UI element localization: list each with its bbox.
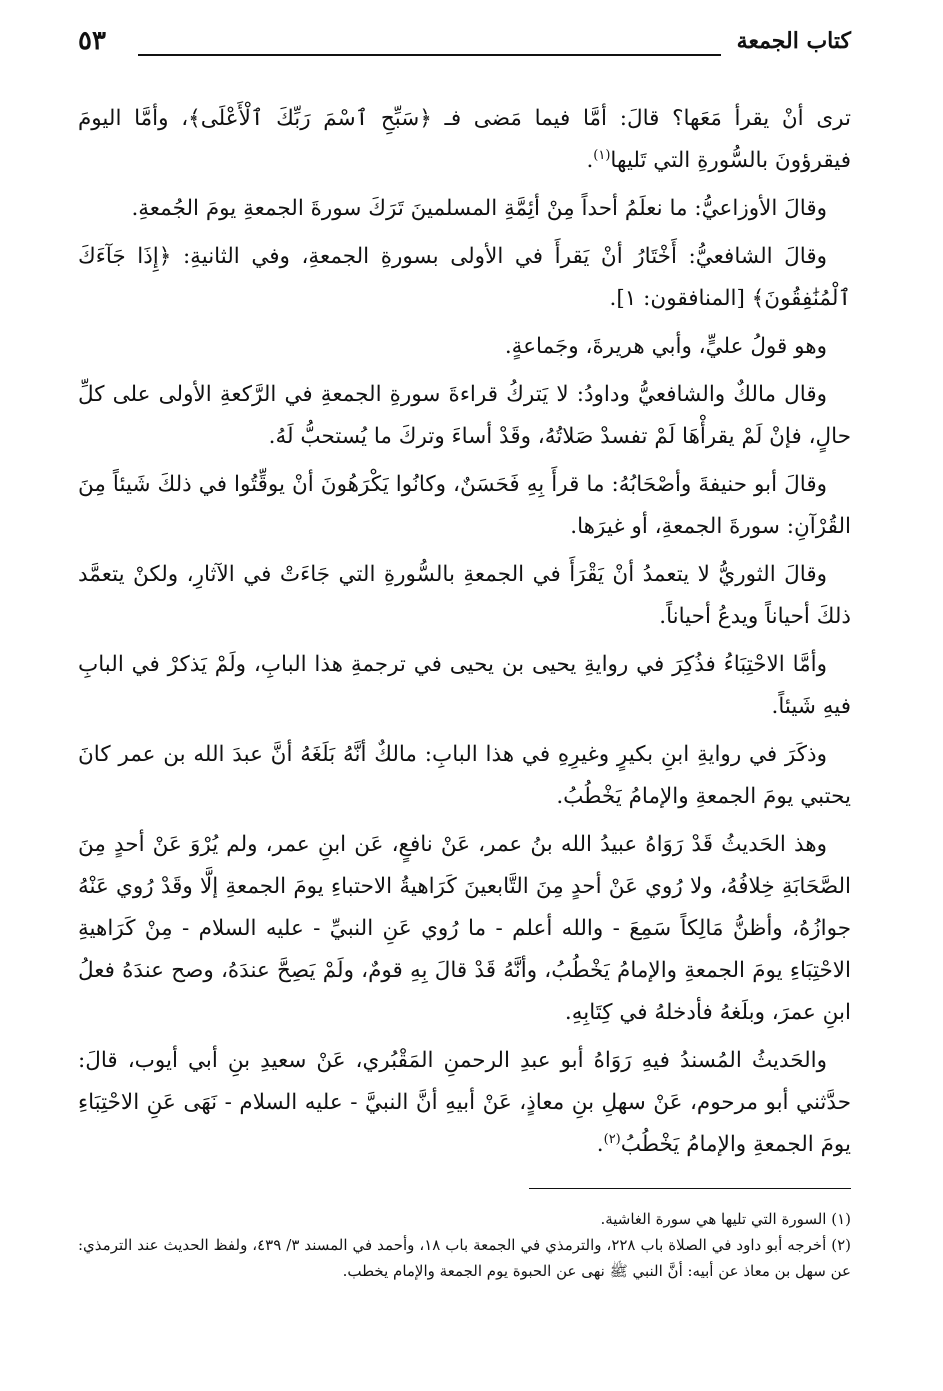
footnotes <box>78 1206 851 1284</box>
paragraph: وذكَرَ في روايةِ ابنِ بكيرٍ وغيرِهِ في هذا البابِ: مالكٌ أنَّهُ بَلَغَهُ أنَّ عبدَ الله بن عمر كانَ يحتبي يومَ الجمعةِ والإمامُ يَخْطُبُ. <box>78 742 851 809</box>
paragraph: وهذ الحَديثُ قَدْ رَوَاهُ عبيدُ الله بنُ عمر، عَنْ نافعٍ، عَن ابنِ عمر، ولم يُرْوَ عَنْ أحدٍ مِنَ الصَّحَابَةِ خِلافُهُ، ولا رُوي عَنْ أحدٍ مِنَ التَّابعينَ كَرَاهيةُ الاحتباءِ يومَ الجمعةِ إلَّا وقَدْ رُوي عَنْهُ جوازُهُ، وأظنُّ مَالِكاً سَمِعَ - والله أعلم - ما رُوي عَنِ النبيِّ - عليه السلام - مِنْ كَرَاهيةِ الاحْتِبَاءِ يومَ الجمعةِ والإمامُ يَخْطُبُ، وأنَّهُ قَدْ قالَ بِهِ قومٌ، ولَمْ يَصِحَّ عندَهُ، وصح عندَهُ فعلُ ابنِ عمرَ، وبلَغهُ فأدخلهُ في كِتَابِهِ. <box>78 832 851 1025</box>
footnote-ref: (١) <box>593 147 611 163</box>
chapter-title: كتاب الجمعة <box>736 28 851 54</box>
paragraph <box>78 98 851 182</box>
paragraph: وقال مالكٌ والشافعيُّ وداودُ: لا يَتركُ قراءةَ سورةِ الجمعةِ في الرَّكعةِ الأولى على كلِّ حالٍ، فإنْ لَمْ يقرأْهَا لَمْ تفسدْ صَلاتُهُ، وقَدْ أساءَ وتركَ ما يُستحبُّ لَهُ. <box>78 382 851 449</box>
paragraph: وقالَ الأوزاعيُّ: ما نعلَمُ أحداً مِنْ أئِمَّةِ المسلمينَ تَرَكَ سورةَ الجمعةِ يومَ الجُمعةِ. <box>131 196 827 221</box>
paragraph: وقالَ الشافعيُّ: أَخْتَارُ أنْ يَقرأَ في الأولى بسورةِ الجمعةِ، وفي الثانيةِ: ﴿إِذَا جَآءَكَ ٱلْمُنَٰفِقُونَ﴾ [المنافقون: ١]. <box>78 244 851 311</box>
footnote: (١) السورة التي تليها هي سورة الغاشية. <box>600 1210 851 1228</box>
paragraph: وقالَ أبو حنيفةَ وأصْحَابُهُ: ما قرأَ بِهِ فَحَسَنٌ، وكانُوا يَكْرَهُونَ أنْ يوقِّتُوا في ذلكَ شَيئاً مِنَ القُرْآنِ: سورةَ الجمعةِ، أو غيرَها. <box>78 472 851 539</box>
footnote: (٢) أخرجه أبو داود في الصلاة باب ٢٢٨، والترمذي في الجمعة باب ١٨، وأحمد في المسند ٣/ ٤٣٩، ولفظ الحديث عند الترمذي: عن سهل بن معاذ عن أبيه: أنَّ النبي ﷺ نهى عن الحبوة يوم الجمعة والإمام يخطب. <box>78 1236 851 1280</box>
paragraph <box>78 1040 851 1166</box>
header-rule <box>138 54 721 56</box>
footnote-separator <box>529 1188 851 1189</box>
paragraph-end: . <box>586 148 594 173</box>
paragraph: وأمَّا الاحْتِبَاءُ فذُكِرَ في روايةِ يحيى بن يحيى في ترجمةِ هذا البابِ، ولَمْ يَذكرْ في البابِ فيهِ شَيئاً. <box>78 652 851 719</box>
main-text <box>78 98 851 1172</box>
footnote-ref: (٢) <box>603 1131 621 1147</box>
page-header <box>78 26 851 66</box>
paragraph-text: ترى أنْ يقرأ مَعَها؟ قالَ: أمَّا فيما مَضى فـ ﴿سَبِّحِ ٱسْمَ رَبِّكَ ٱلْأَعْلَى﴾، وأمَّا اليومَ فيقرؤونَ بالسُّورةِ التي تَليها <box>78 106 851 173</box>
page-number: ٥٣ <box>78 26 106 56</box>
paragraph-text: والحَديثُ المُسندُ فيهِ رَوَاهُ أبو عبدِ الرحمنِ المَقْبُري، عَنْ سعيدِ بنِ أبي أيوب، قالَ: حدَّثني أبو مرحوم، عَنْ سهلِ بنِ معاذٍ، عَنْ أبيهِ أنَّ النبيَّ - عليه السلام - نَهَى عَنِ الاحْتِبَاءِ يومَ الجمعةِ والإمامُ يَخْطُبُ <box>78 1048 851 1157</box>
paragraph: وقالَ الثوريُّ لا يتعمدُ أنْ يَقْرَأَ في الجمعةِ بالسُّورةِ التي جَاءَتْ في الآثارِ، ولكنْ يتعمَّد ذلكَ أحياناً ويدعُ أحياناً. <box>78 562 851 629</box>
paragraph: وهو قولُ عليٍّ، وأبي هريرةَ، وجَماعةٍ. <box>504 334 827 359</box>
paragraph-end: . <box>596 1132 604 1157</box>
